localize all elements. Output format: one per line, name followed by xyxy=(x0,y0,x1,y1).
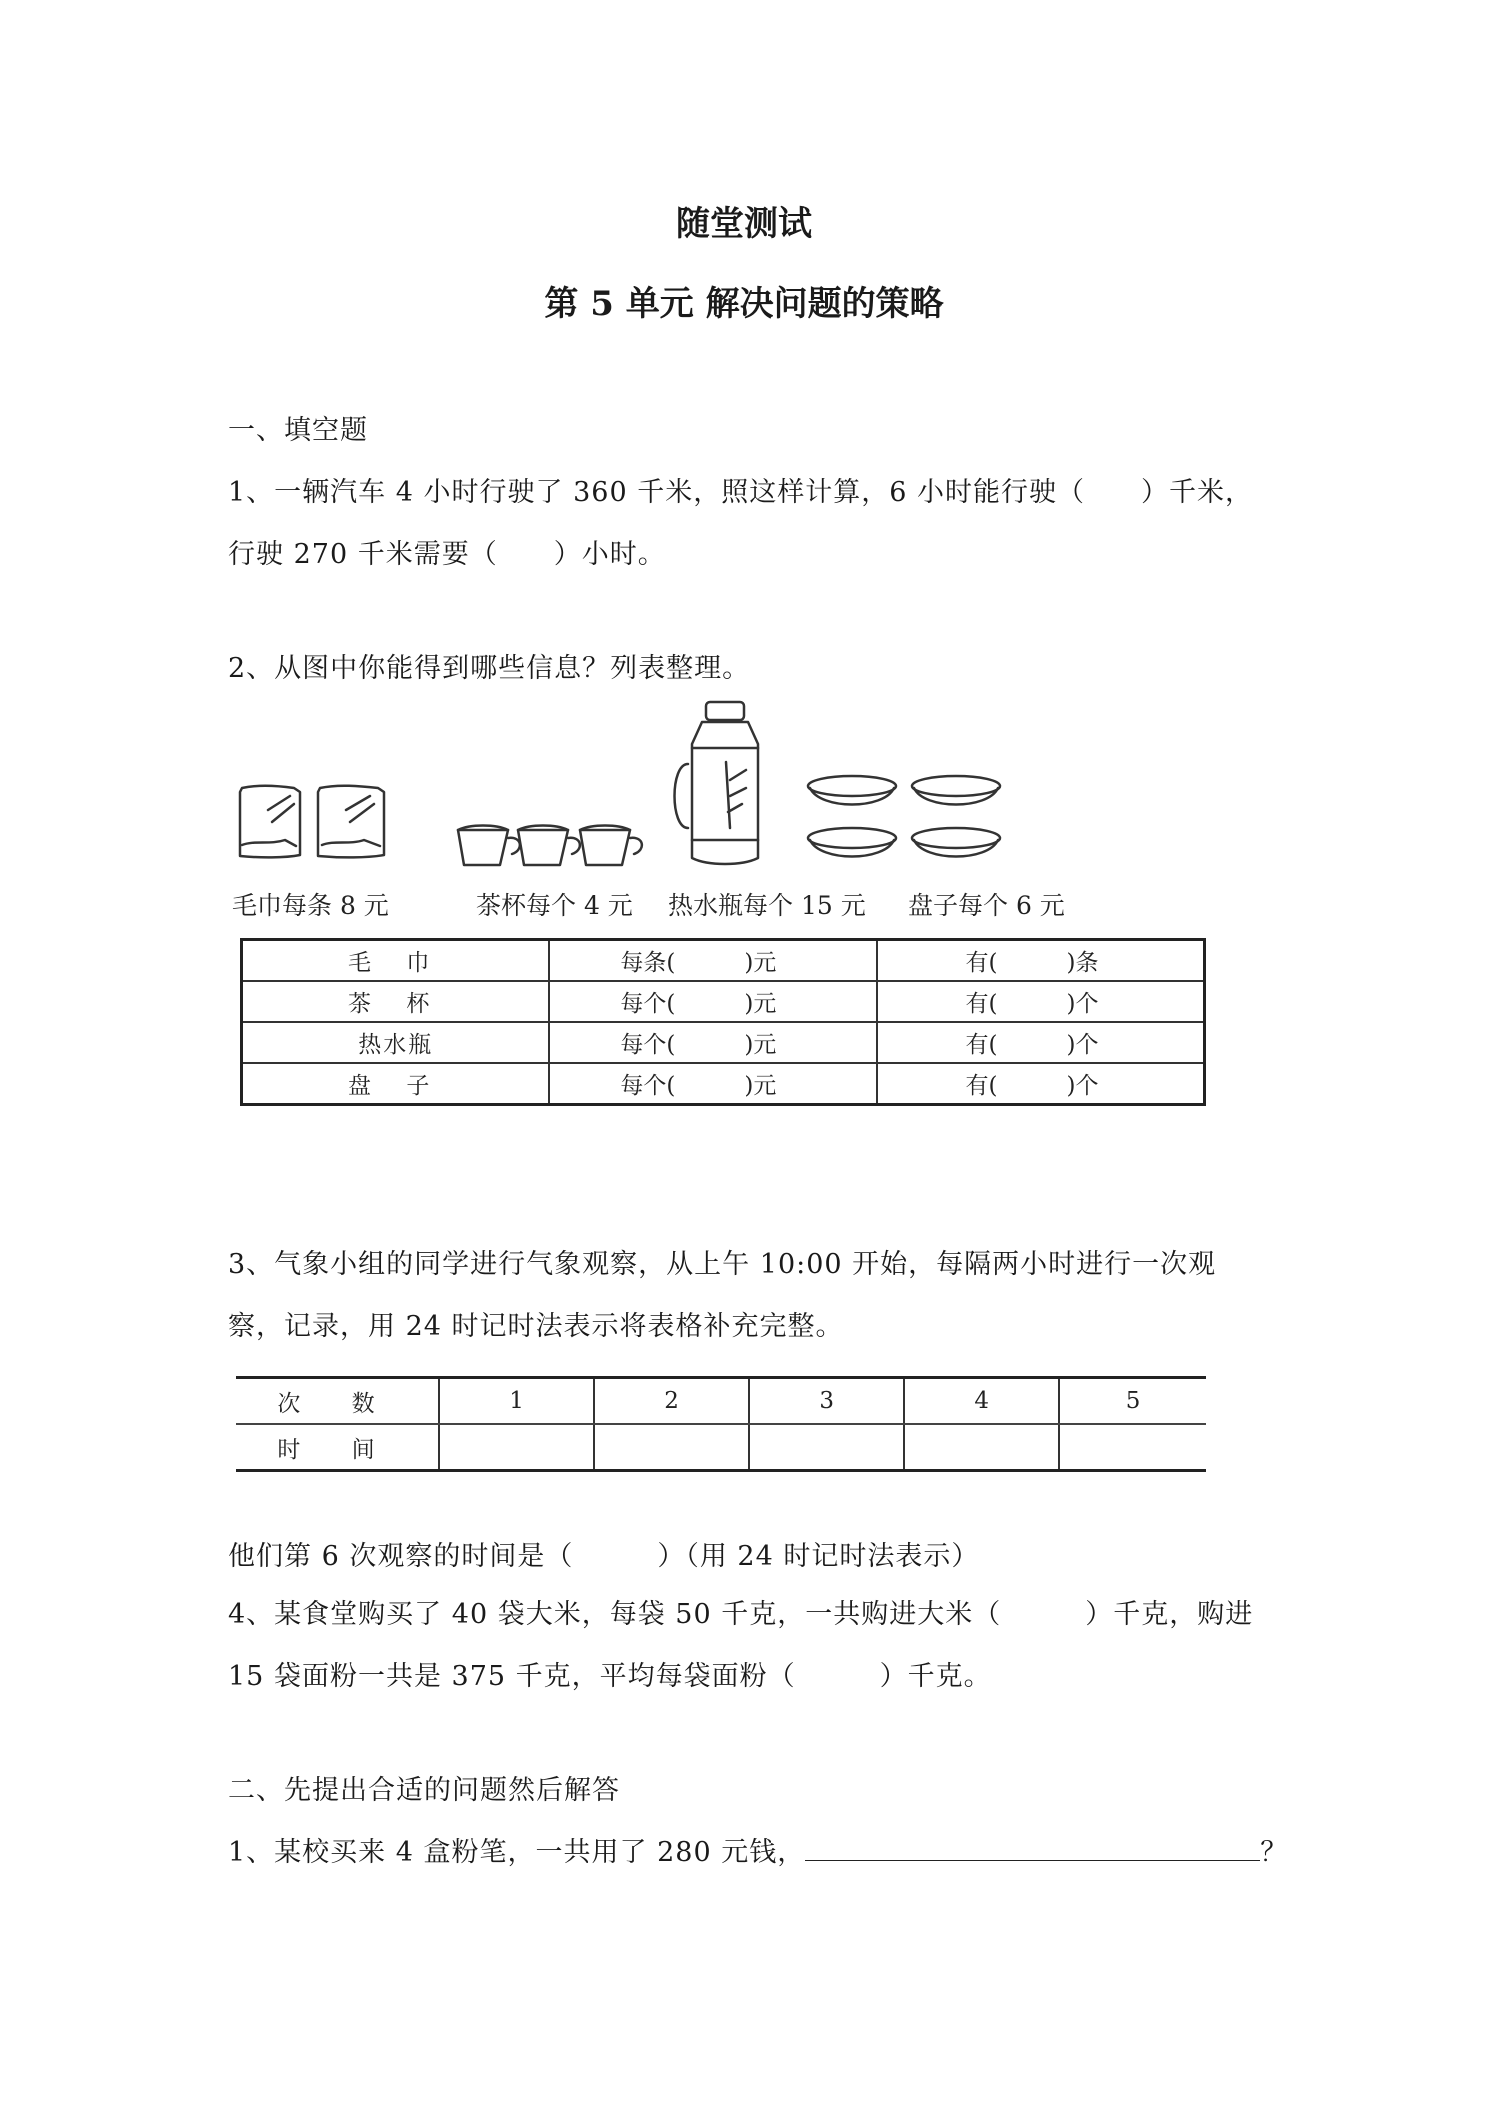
price-text: 每条( )元 xyxy=(620,950,777,976)
q1-line1: 1、一辆汽车 4 小时行驶了 360 千米，照这样计算，6 小时能行驶（ ）千米， xyxy=(228,477,1253,508)
time-blank-cell[interactable] xyxy=(594,1424,749,1471)
price-text: 每个( )元 xyxy=(620,991,777,1017)
price-blank-cell[interactable] xyxy=(549,981,876,1022)
unit-subtitle: 第 5 单元 解决问题的策略 xyxy=(544,284,944,324)
count-text: 有( )个 xyxy=(965,991,1099,1017)
time-blank-cell[interactable] xyxy=(904,1424,1059,1471)
section2-q1-text: 1、某校买来 4 盒粉笔，一共用了 280 元钱， xyxy=(228,1837,806,1868)
thermos-icon xyxy=(675,702,759,864)
count-label: 次 数 xyxy=(236,1378,439,1425)
column-header: 3 xyxy=(749,1378,904,1425)
item-cell: 茶 杯 xyxy=(242,981,550,1022)
count-text: 有( )条 xyxy=(965,950,1099,976)
count-blank-cell[interactable] xyxy=(877,1063,1205,1105)
table-row xyxy=(242,1063,1205,1105)
price-blank-cell[interactable] xyxy=(549,1022,876,1063)
price-text: 每个( )元 xyxy=(620,1032,777,1058)
table-row xyxy=(242,981,1205,1022)
info-table xyxy=(240,938,1206,1106)
observation-table xyxy=(236,1376,1206,1472)
towel-price-caption: 毛巾每条 8 元 xyxy=(232,891,389,920)
answer-blank-line[interactable] xyxy=(805,1834,1260,1861)
table-row xyxy=(236,1424,1206,1471)
count-blank-cell[interactable] xyxy=(877,940,1205,982)
price-text: 每个( )元 xyxy=(620,1073,777,1099)
page-title: 随堂测试 xyxy=(676,204,812,244)
column-header: 4 xyxy=(904,1378,1059,1425)
product-illustration xyxy=(230,700,1110,875)
price-blank-cell[interactable] xyxy=(549,1063,876,1105)
question-mark: ？ xyxy=(1260,1837,1289,1868)
cup-icon xyxy=(458,826,642,866)
towel-icon xyxy=(240,786,384,858)
count-blank-cell[interactable] xyxy=(877,1022,1205,1063)
column-header: 2 xyxy=(594,1378,749,1425)
price-blank-cell[interactable] xyxy=(549,940,876,982)
count-blank-cell[interactable] xyxy=(877,981,1205,1022)
q2-text: 2、从图中你能得到哪些信息？列表整理。 xyxy=(228,653,751,684)
q3-followup: 他们第 6 次观察的时间是（ ）（用 24 时记时法表示） xyxy=(228,1541,980,1572)
count-text: 有( )个 xyxy=(965,1032,1099,1058)
table-row xyxy=(242,940,1205,982)
q1-line2: 行驶 270 千米需要（ ）小时。 xyxy=(228,539,666,570)
thermos-price-caption: 热水瓶每个 15 元 xyxy=(668,891,866,920)
column-header: 5 xyxy=(1059,1378,1206,1425)
table-row xyxy=(242,1022,1205,1063)
item-cell: 热水瓶 xyxy=(242,1022,550,1063)
section2-q1 xyxy=(228,1830,1288,1869)
item-cell: 盘 子 xyxy=(242,1063,550,1105)
table-row xyxy=(236,1378,1206,1425)
item-cell: 毛 巾 xyxy=(242,940,550,982)
time-blank-cell[interactable] xyxy=(1059,1424,1206,1471)
q3-line2: 察，记录，用 24 时记时法表示将表格补充完整。 xyxy=(228,1311,844,1342)
q3-line1: 3、气象小组的同学进行气象观察，从上午 10:00 开始，每隔两小时进行一次观 xyxy=(228,1249,1217,1280)
q4-line2: 15 袋面粉一共是 375 千克，平均每袋面粉（ ）千克。 xyxy=(228,1661,992,1692)
section1-heading: 一、填空题 xyxy=(228,415,368,446)
cup-price-caption: 茶杯每个 4 元 xyxy=(476,891,633,920)
q4-line1: 4、某食堂购买了 40 袋大米，每袋 50 千克，一共购进大米（ ）千克，购进 xyxy=(228,1599,1254,1630)
time-blank-cell[interactable] xyxy=(749,1424,904,1471)
count-text: 有( )个 xyxy=(965,1073,1099,1099)
time-blank-cell[interactable] xyxy=(439,1424,594,1471)
plate-icon xyxy=(808,776,1000,857)
time-label: 时 间 xyxy=(236,1424,439,1471)
plate-price-caption: 盘子每个 6 元 xyxy=(908,891,1065,920)
column-header: 1 xyxy=(439,1378,594,1425)
section2-heading: 二、先提出合适的问题然后解答 xyxy=(228,1775,620,1806)
